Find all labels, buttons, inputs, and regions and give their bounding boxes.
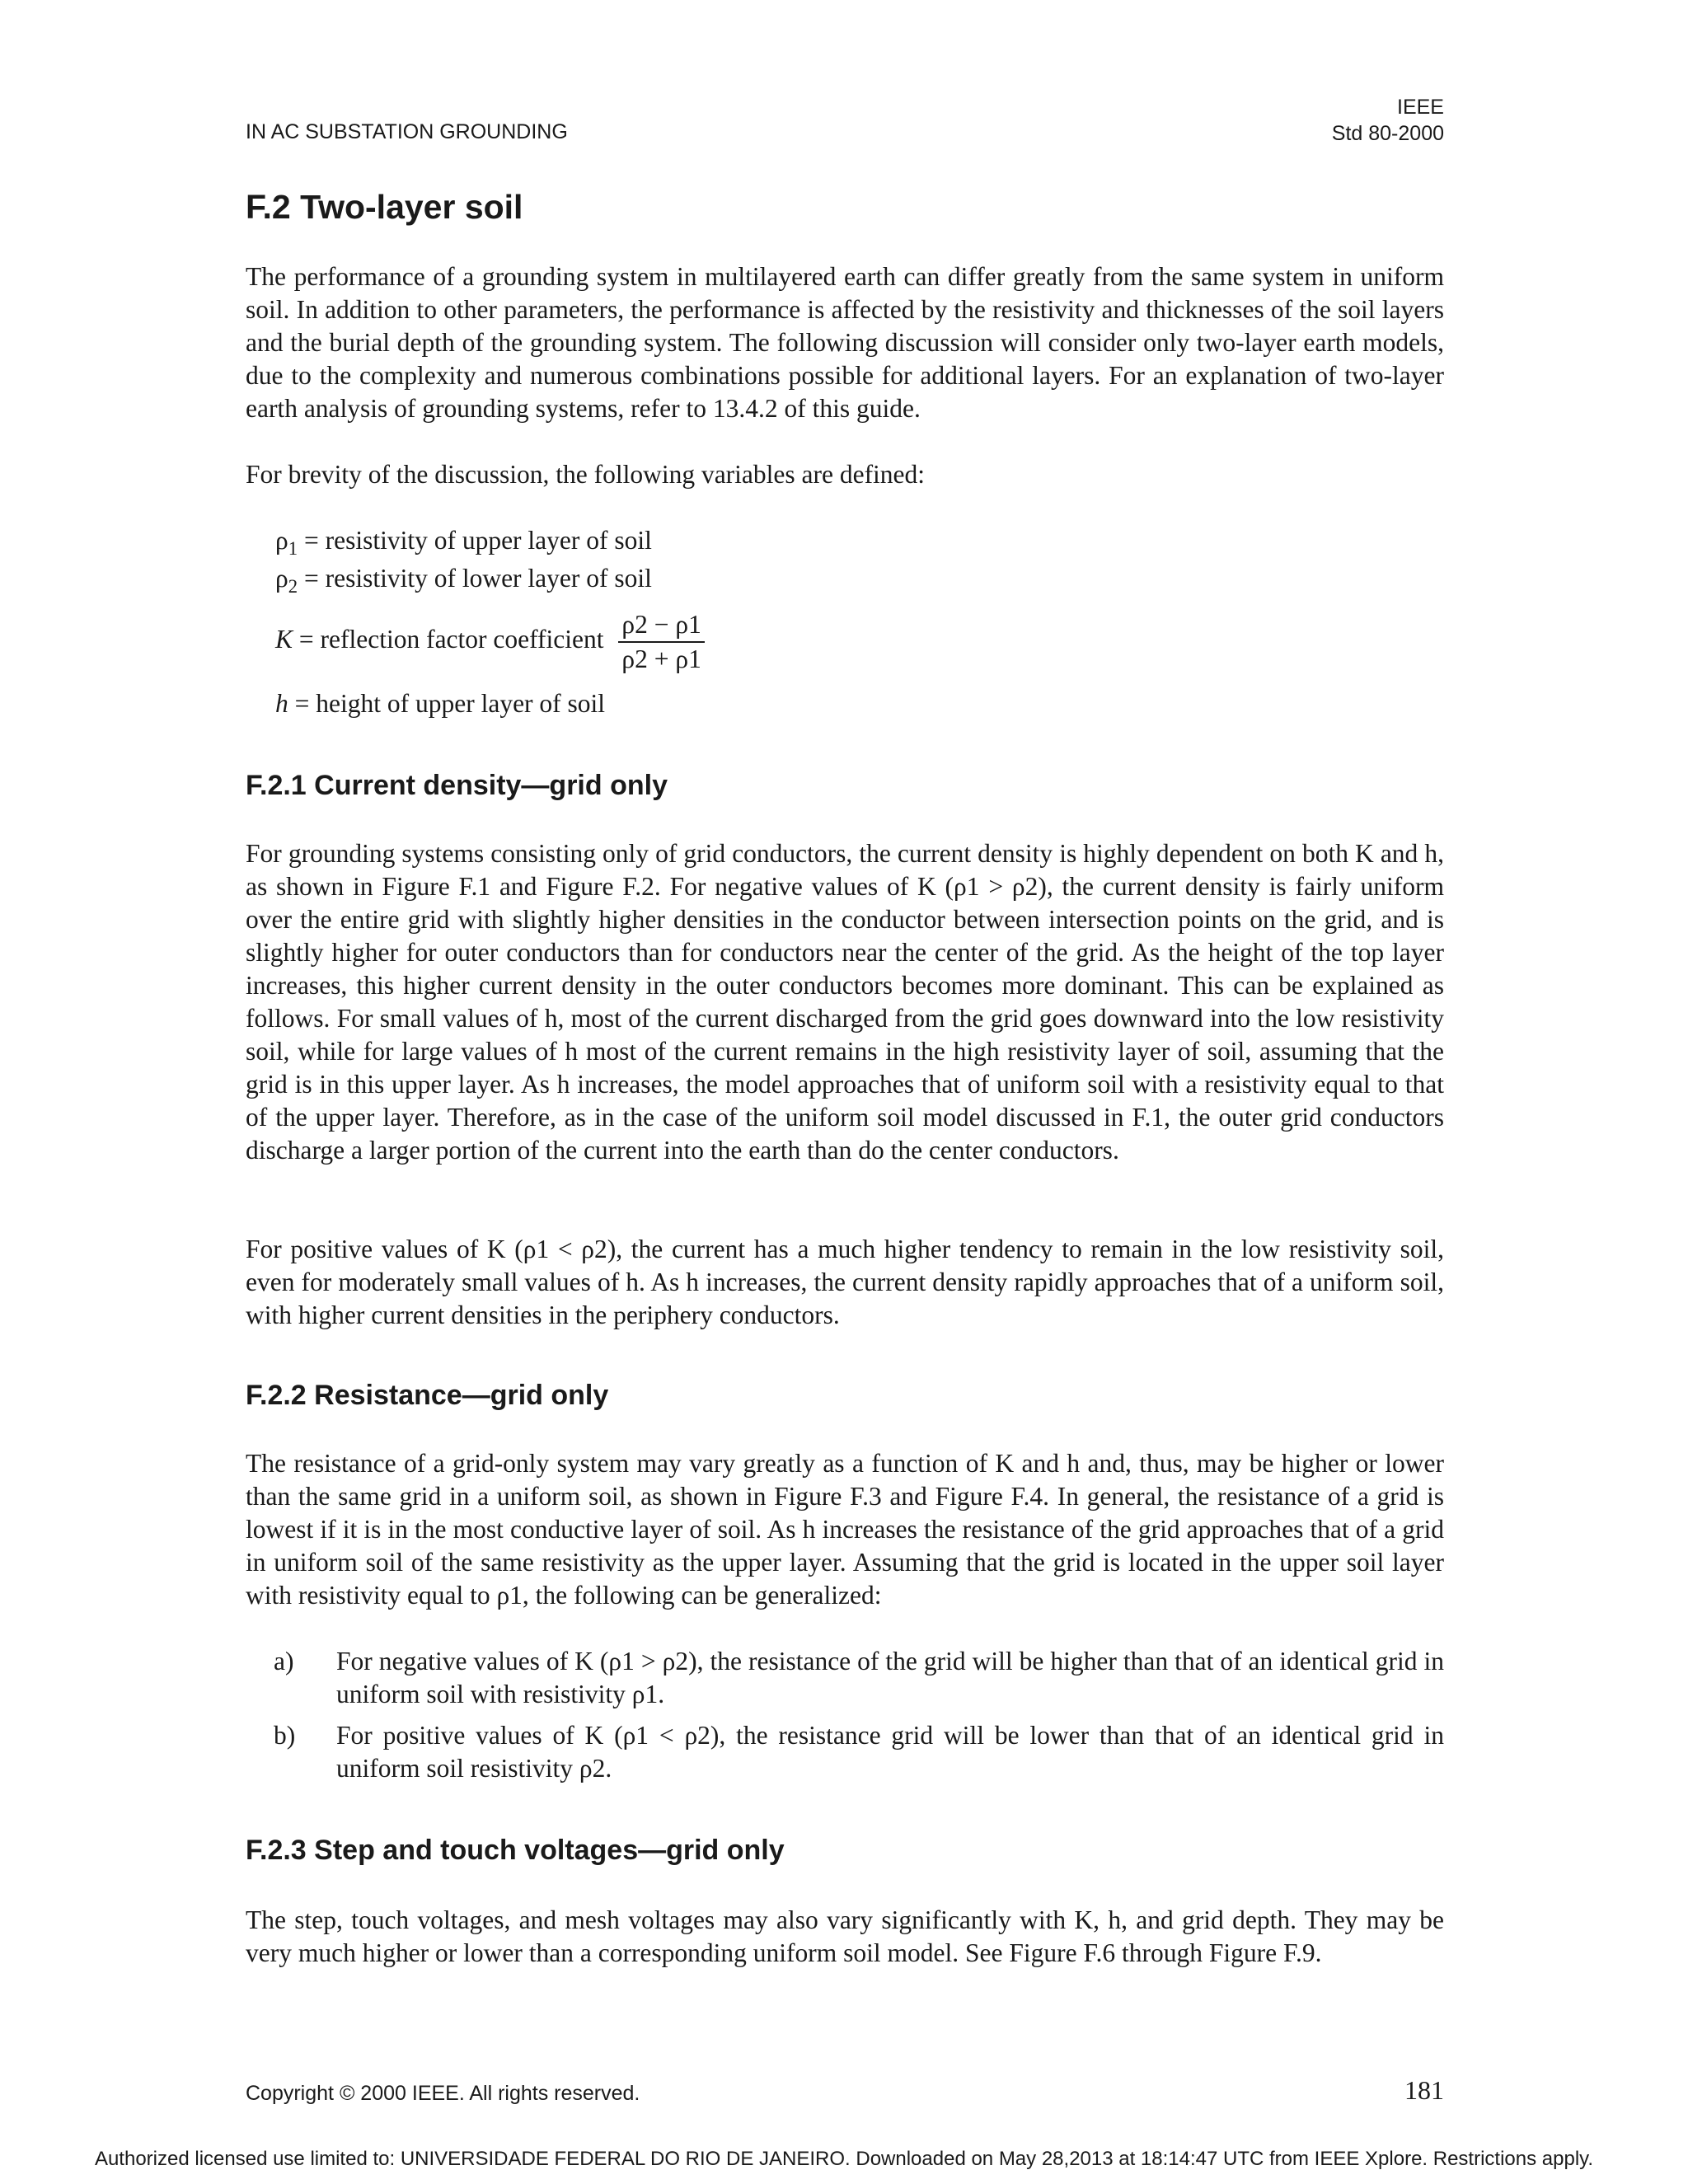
k-denominator: ρ2 + ρ1 <box>621 644 701 673</box>
var-k-def: = reflection factor coefficient <box>298 625 604 654</box>
brevity-text: For brevity of the discussion, the following variables are defined: <box>246 460 926 489</box>
current-density-text-2: For positive values of K (ρ1 < ρ2), the current has a much higher tendency to remain in the low resistivity soil, even for moderately small values of h. As h increases, the current density rapidly approaches that of a uniform soil, with higher current densities in the periphery conductors. <box>246 1235 1444 1329</box>
k-numerator: ρ2 − ρ1 <box>618 610 704 643</box>
list-text-a: For negative values of K (ρ1 > ρ2), the resistance of the grid will be higher than that of an identical grid in uniform soil with resistivity ρ1. <box>336 1647 1444 1708</box>
list-marker-a: a) <box>274 1647 294 1675</box>
var-rho1: $\rho_1$ = resistivity of upper layer of soil <box>275 526 652 559</box>
resistance-text: The resistance of a grid-only system may vary greatly as a function of K and h and, thus, may be higher or lower than the same grid in a uniform soil, as shown in Figure F.3 and Figure F.4. In general, the resistance of a grid is lowest if it is in the most conductive layer of soil. As h increases the resistance of the grid approaches that of a grid in uniform soil of the same resistivity as the upper layer. Assuming that the grid is located in the upper soil layer with resistivity equal to ρ1, the following can be generalized: <box>246 1449 1444 1610</box>
intro-paragraph <box>246 260 1444 425</box>
step-touch-text: The step, touch voltages, and mesh voltages may also vary significantly with K, h, and grid depth. They may be very much higher or lower than a corresponding uniform soil model. See Figure F.6 through Figure F.9. <box>246 1905 1444 1967</box>
header-org: IEEE <box>1397 96 1444 119</box>
var-rho2-def: = resistivity of lower layer of soil <box>303 564 652 593</box>
section-title: F.2 Two-layer soil <box>246 188 523 226</box>
var-rho2: $\rho_2$ = resistivity of lower layer of soil <box>275 564 652 597</box>
subsection-title-step-touch: F.2.3 Step and touch voltages—grid only <box>246 1835 785 1866</box>
subsection-title-current-density: F.2.1 Current density—grid only <box>246 770 668 801</box>
var-k: K = reflection factor coefficient $\frac{\rho 2 - \rho 1}{\rho 2 + \rho 1}$ <box>275 610 705 674</box>
list-marker-b: b) <box>274 1721 296 1750</box>
current-density-paragraph-2 <box>246 1233 1444 1332</box>
current-density-text-1: For grounding systems consisting only of grid conductors, the current density is highly dependent on both K and h, as shown in Figure F.1 and Figure F.2. For negative values of K (ρ1 > ρ2), the current density is fairly uniform over the entire grid with slightly higher densities in the conductor between intersection points on the grid, and is slightly higher for outer conductors than for conductors near the center of the grid. As the height of the top layer increases, this higher current density in the outer conductors becomes more dominant. This can be explained as follows. For small values of h, most of the current discharged from the grid goes downward into the low resistivity soil, while for large values of h most of the current remains in the high resistivity layer of soil, assuming that the grid is in this upper layer. As h increases, the model approaches that of uniform soil with a resistivity equal to that of the upper layer. Therefore, as in the case of the uniform soil model discussed in F.1, the outer grid conductors discharge a larger portion of the current into the earth than do the center conductors. <box>246 839 1444 1165</box>
subsection-title-resistance: F.2.2 Resistance—grid only <box>246 1380 609 1411</box>
step-touch-paragraph <box>246 1904 1444 1970</box>
running-header-title: IN AC SUBSTATION GROUNDING <box>246 120 568 143</box>
running-header-standard <box>1332 94 1444 147</box>
var-h-def: = height of upper layer of soil <box>294 689 606 718</box>
page-number: 181 <box>1404 2075 1444 2105</box>
k-fraction <box>618 610 704 674</box>
var-h: h = height of upper layer of soil <box>275 689 606 718</box>
header-std-number: Std 80-2000 <box>1331 122 1444 145</box>
var-rho1-def: = resistivity of upper layer of soil <box>303 526 652 555</box>
resistance-paragraph <box>246 1447 1444 1612</box>
current-density-paragraph-1 <box>246 837 1444 1167</box>
intro-text: The performance of a grounding system in multilayered earth can differ greatly from the same system in uniform soil. In addition to other parameters, the performance is affected by the resistivity and thicknesses of the soil layers and the burial depth of the grounding system. The following discussion will consider only two-layer earth models, due to the complexity and numerous combinations possible for additional layers. For an explanation of two-layer earth analysis of grounding systems, refer to 13.4.2 of this guide. <box>246 262 1444 423</box>
list-text-b: For positive values of K (ρ1 < ρ2), the resistance grid will be lower than that of an identical grid in uniform soil resistivity ρ2. <box>336 1721 1444 1783</box>
license-notice: Authorized licensed use limited to: UNIVERSIDADE FEDERAL DO RIO DE JANEIRO. Downloaded on May 28,2013 at 18:14:47 UTC from IEEE Xplore. Restrictions apply. <box>94 2148 1594 2170</box>
copyright-notice: Copyright © 2000 IEEE. All rights reserved. <box>246 2082 640 2105</box>
brevity-paragraph <box>246 458 1444 491</box>
